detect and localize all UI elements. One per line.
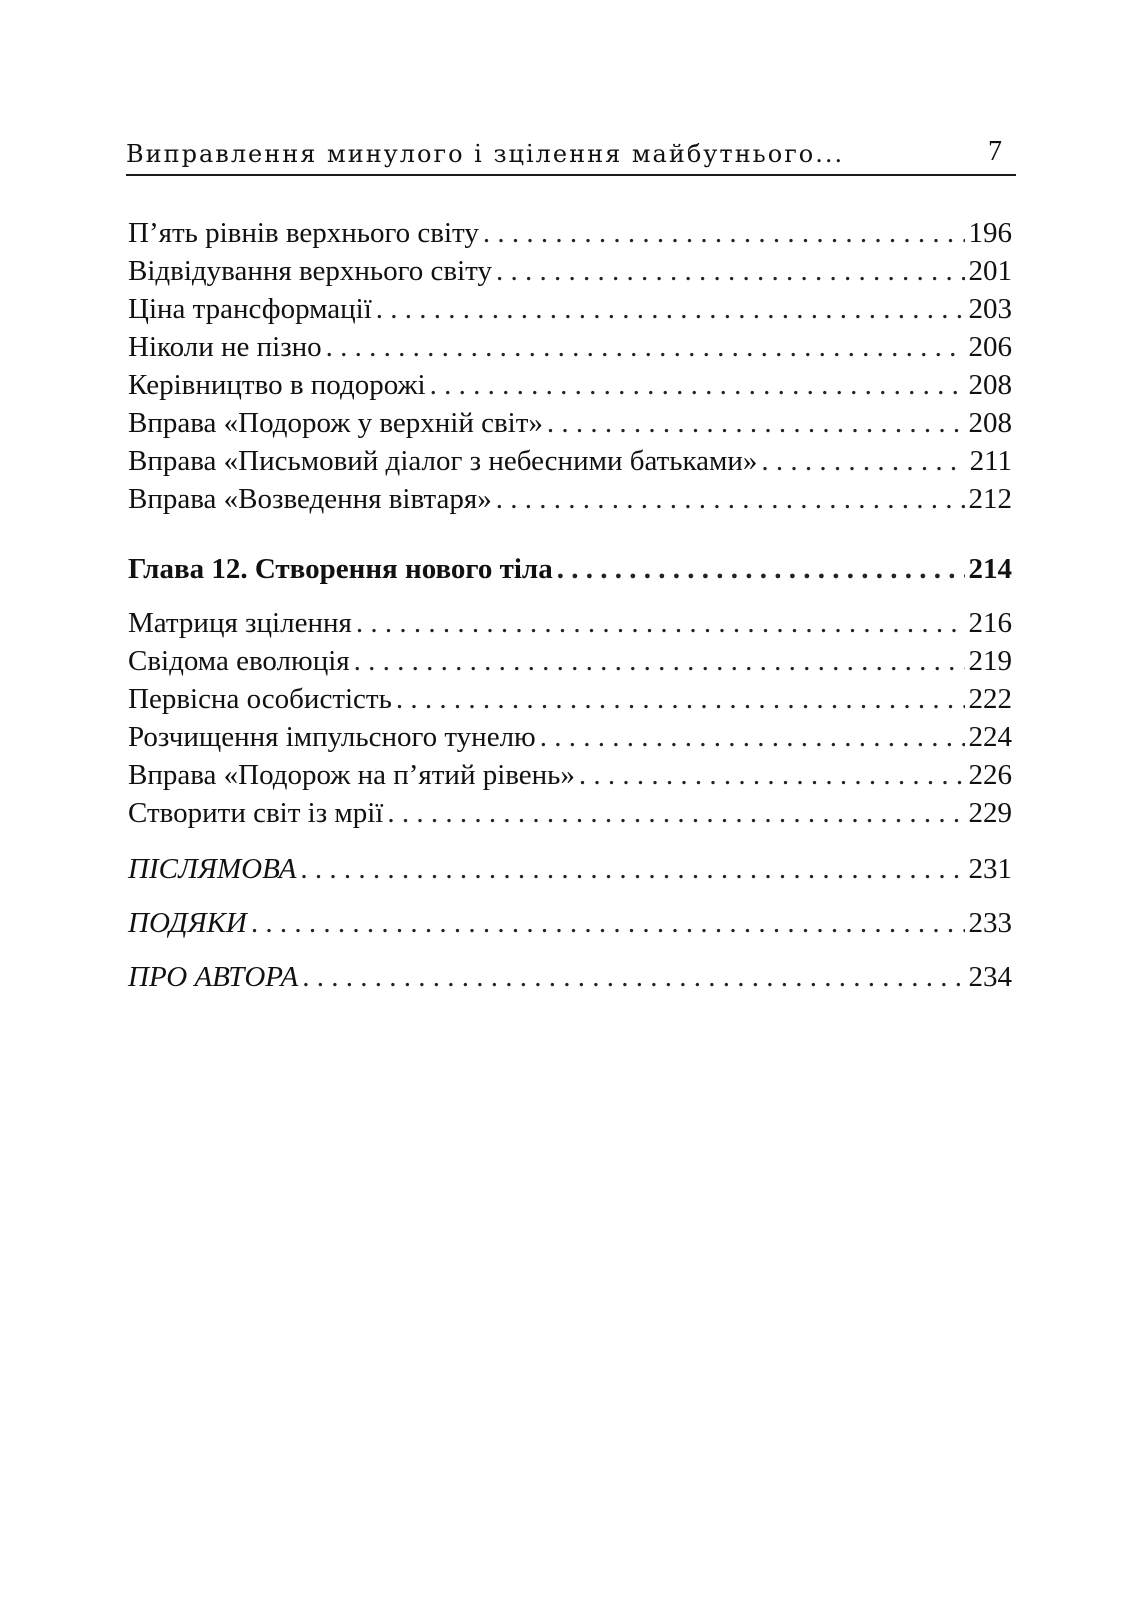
toc-entry-page: 203 xyxy=(968,293,1012,325)
toc-entry-page: 201 xyxy=(968,255,1012,287)
toc-entry-page: 233 xyxy=(968,907,1012,939)
dot-leader xyxy=(251,904,965,942)
toc-entry-page: 226 xyxy=(968,759,1012,791)
toc-entry-title: Матриця зцілення xyxy=(128,607,352,639)
toc-entry-page: 231 xyxy=(968,853,1012,885)
toc-entry-title: ПРО АВТОРА xyxy=(128,961,299,993)
toc-entry-title: Вправа «Возведення вівтаря» xyxy=(128,483,492,515)
dot-leader xyxy=(761,442,965,480)
dot-leader xyxy=(496,480,965,518)
toc-chapter-page: 214 xyxy=(968,553,1012,585)
toc-entry xyxy=(128,718,1012,756)
toc-entry xyxy=(128,328,1012,366)
toc-entry-page: 216 xyxy=(968,607,1012,639)
toc-entry-title: Свідома еволюція xyxy=(128,645,350,677)
dot-leader xyxy=(354,642,965,680)
toc-entry-title: Керівництво в подорожі xyxy=(128,369,426,401)
dot-leader xyxy=(547,404,965,442)
toc-entry-page: 212 xyxy=(968,483,1012,515)
dot-leader xyxy=(300,850,964,888)
toc-entry-page: 208 xyxy=(968,369,1012,401)
toc-back-matter-entry xyxy=(128,958,1012,996)
toc-entry-page: 234 xyxy=(968,961,1012,993)
toc-entry-page: 206 xyxy=(968,331,1012,363)
dot-leader xyxy=(396,680,965,718)
toc-entry xyxy=(128,604,1012,642)
toc-entry-title: Ціна трансформації xyxy=(128,293,372,325)
toc-back-matter-entry xyxy=(128,904,1012,942)
toc-entry xyxy=(128,252,1012,290)
toc-chapter-heading xyxy=(128,550,1012,588)
toc-entry-title: Вправа «Подорож на п’ятий рівень» xyxy=(128,759,575,791)
dot-leader xyxy=(302,958,964,996)
dot-leader xyxy=(376,290,965,328)
toc-entry-title: Вправа «Письмовий діалог з небесними батьками» xyxy=(128,445,758,477)
toc-entry xyxy=(128,756,1012,794)
toc-entry-title: Первісна особистість xyxy=(128,683,392,715)
toc-entry xyxy=(128,404,1012,442)
toc-entry-title: Створити світ із мрії xyxy=(128,797,384,829)
dot-leader xyxy=(356,604,965,642)
dot-leader xyxy=(483,214,965,252)
toc-entry-page: 211 xyxy=(969,445,1012,477)
toc-chapter-title: Глава 12. Створення нового тіла xyxy=(128,553,553,585)
dot-leader xyxy=(557,550,965,588)
toc-entry-page: 222 xyxy=(968,683,1012,715)
toc-entry xyxy=(128,214,1012,252)
toc-entry xyxy=(128,366,1012,404)
toc-entry-title: П’ять рівнів верхнього світу xyxy=(128,217,479,249)
dot-leader xyxy=(430,366,965,404)
toc-entry-page: 208 xyxy=(968,407,1012,439)
toc-entry xyxy=(128,680,1012,718)
toc-entry-page: 219 xyxy=(968,645,1012,677)
toc-entry xyxy=(128,442,1012,480)
dot-leader xyxy=(540,718,965,756)
dot-leader xyxy=(326,328,965,366)
toc-entry-page: 196 xyxy=(968,217,1012,249)
toc-back-matter-entry xyxy=(128,850,1012,888)
toc-entry-title: Вправа «Подорож у верхній світ» xyxy=(128,407,543,439)
dot-leader xyxy=(496,252,965,290)
toc-entry xyxy=(128,480,1012,518)
toc-entry-title: Ніколи не пізно xyxy=(128,331,322,363)
table-of-contents xyxy=(128,214,1012,996)
toc-entry xyxy=(128,794,1012,832)
toc-entry xyxy=(128,290,1012,328)
toc-entry-title: ПОДЯКИ xyxy=(128,907,247,939)
toc-entry-title: Розчищення імпульсного тунелю xyxy=(128,721,536,753)
dot-leader xyxy=(579,756,965,794)
running-title: Виправлення минулого і зцілення майбутнього... xyxy=(126,140,845,168)
running-header xyxy=(126,136,1016,176)
toc-entry xyxy=(128,642,1012,680)
toc-entry-page: 229 xyxy=(968,797,1012,829)
page-number: 7 xyxy=(988,136,1002,167)
toc-entry-title: Відвідування верхнього світу xyxy=(128,255,492,287)
toc-entry-title: ПІСЛЯМОВА xyxy=(128,853,297,885)
toc-entry-page: 224 xyxy=(968,721,1012,753)
dot-leader xyxy=(387,794,964,832)
